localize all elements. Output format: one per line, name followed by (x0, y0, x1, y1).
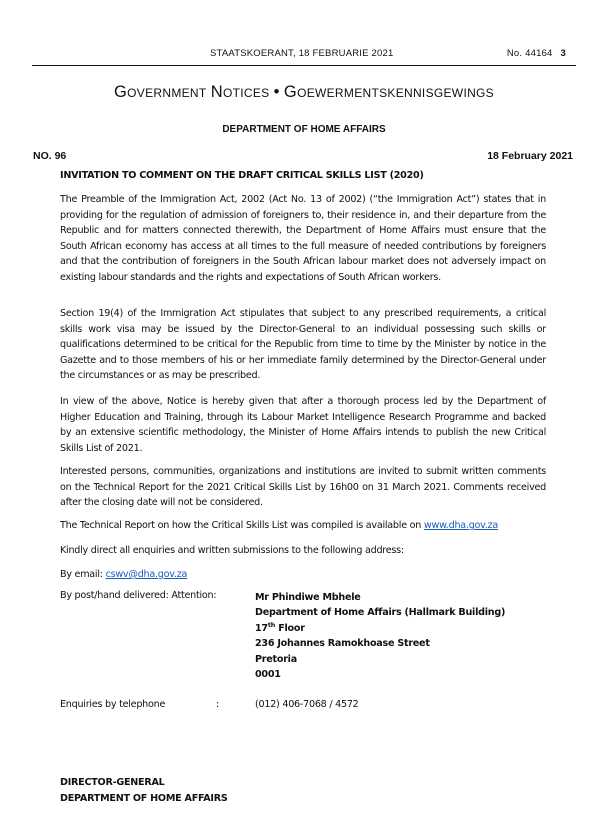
address-department: Department of Home Affairs (Hallmark Building) (255, 607, 506, 619)
paragraph-invitation: Interested persons, communities, organizations and institutions are invited to submit written comments on the Technical Report for the 2021 Critical Skills List by 16h00 on 31 March 2021. Comments received after the closing date will not be considered. (60, 466, 546, 508)
signature-title: DIRECTOR-GENERAL (60, 777, 165, 788)
telephone-colon: : (216, 699, 220, 710)
header-rule (32, 65, 576, 66)
dha-website-link[interactable]: www.dha.gov.za (423, 520, 499, 531)
telephone-number: (012) 406-7068 / 4572 (255, 699, 359, 710)
notice-date: 18 February 2021 (487, 150, 573, 162)
post-label: By post/hand delivered: Attention: (60, 590, 217, 601)
gazette-number (507, 48, 566, 62)
paragraph-enquiries: Kindly direct all enquiries and written submissions to the following address: (60, 545, 404, 556)
paragraph-section-19: Section 19(4) of the Immigration Act stipulates that subject to any prescribed requirements, a critical skills work visa may be issued by the Director-General to an individual possessing such skills or qualifications determined to be critical for the Republic from time to time by the Minister by notice in the Gazette and to those members of his or her immediate family determined by the Director-General under the circumstances or as may be prescribed. (60, 308, 546, 381)
signature-department: DEPARTMENT OF HOME AFFAIRS (60, 792, 228, 804)
address-name: Mr Phindiwe Mbhele (255, 592, 361, 603)
notice-number: NO. 96 (33, 150, 67, 162)
address-floor: 17th Floor (255, 620, 305, 634)
department-heading: DEPARTMENT OF HOME AFFAIRS (222, 124, 386, 135)
address-street: 236 Johannes Ramokhoase Street (255, 638, 430, 650)
paragraph-notice: In view of the above, Notice is hereby given that after a thorough process led by the Department of Higher Education and Training, through its Labour Market Intelligence Research Programme and backed by an extensive scientific methodology, the Minister of Home Affairs intends to publish the new Critical Skills List of 2021. (60, 396, 546, 454)
notice-title: INVITATION TO COMMENT ON THE DRAFT CRITICAL SKILLS LIST (2020) (60, 170, 424, 181)
telephone-label: Enquiries by telephone (60, 699, 166, 710)
section-title: GOVERNMENT NOTICES • GOEWERMENTSKENNISGEWINGS (114, 83, 494, 101)
address-code: 0001 (255, 669, 281, 681)
issue-number: No. 44164 (506, 48, 553, 59)
gazette-header: STAATSKOERANT, 18 FEBRUARIE 2021 (210, 48, 394, 59)
paragraph-technical-report: The Technical Report on how the Critical Skills List was compiled is available on www.dha.gov.za (60, 520, 499, 531)
address-city: Pretoria (255, 653, 297, 665)
paragraph-preamble: The Preamble of the Immigration Act, 2002 (Act No. 13 of 2002) (“the Immigration Act”) states that in providing for the regulation of admission of foreigners to, their residence in, and their departure from the Republic and for matters connected therewith, the Department of Home Affairs must ensure that the South African economy has access at all times to the full measure of needed contributions by foreigners and that the contribution of foreigners in the South African labour market does not adversely impact on existing labour standards and the rights and expectations of South African workers. (60, 194, 546, 283)
postal-address (255, 590, 505, 682)
paragraph-email: By email: cswv@dha.gov.za (60, 569, 188, 580)
page-number: 3 (560, 48, 566, 59)
signature-block (60, 775, 228, 806)
email-link[interactable]: cswv@dha.gov.za (105, 569, 188, 580)
